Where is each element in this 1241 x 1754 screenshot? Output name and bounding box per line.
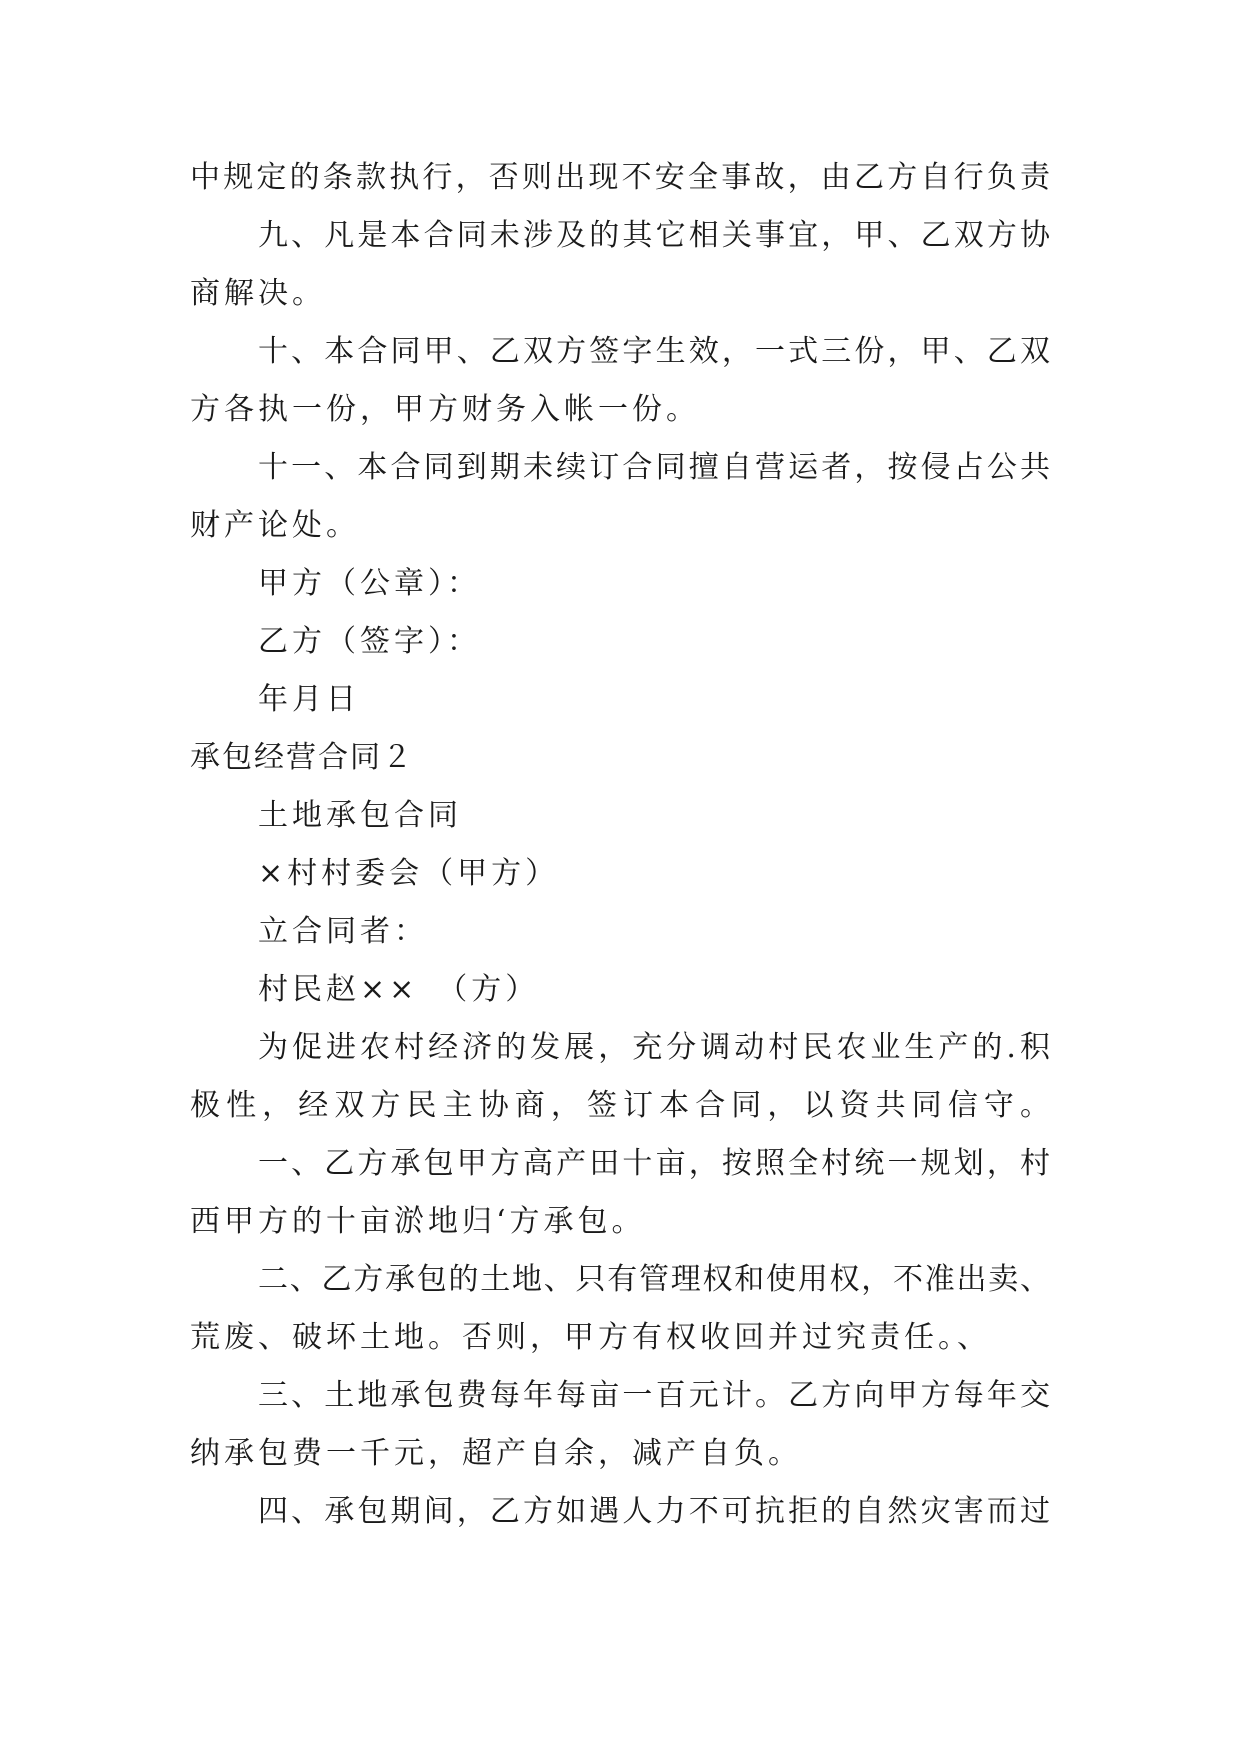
text-line: 荒废、破坏土地。否则，甲方有权收回并过究责任。、	[190, 1320, 991, 1355]
section-title: 承包经营合同２	[190, 740, 414, 775]
text-line: 纳承包费一千元，超产自余，减产自负。	[190, 1436, 802, 1471]
signature-party-b: 乙方（签字）：	[258, 624, 481, 659]
text-line: 中规定的条款执行，否则出现不安全事故，由乙方自行负责	[190, 160, 1050, 195]
text-line: 一、乙方承包甲方高产田十亩，按照全村统一规划，村	[258, 1146, 1050, 1181]
text-line: 西甲方的十亩淤地归‘方承包。	[190, 1204, 646, 1239]
text-line: 二、乙方承包的土地、只有管理权和使用权，不准出卖、	[258, 1262, 1050, 1297]
signature-party-a: 甲方（公章）：	[258, 566, 481, 601]
text-line: 十一、本合同到期未续订合同擅自营运者，按侵占公共	[258, 450, 1050, 485]
text-line: 九、凡是本合同未涉及的其它相关事宜，甲、乙双方协	[258, 218, 1050, 253]
text-line: 三、土地承包费每年每亩一百元计。乙方向甲方每年交	[258, 1378, 1050, 1413]
text-line: 十、本合同甲、乙双方签字生效，一式三份，甲、乙双	[258, 334, 1050, 369]
party-b-name: 村民赵×× （方）	[258, 972, 540, 1007]
text-line: 方各执一份，甲方财务入帐一份。	[190, 392, 700, 427]
party-a-name: ×村村委会（甲方）	[258, 856, 560, 891]
text-line: 为促进农村经济的发展，充分调动村民农业生产的.积	[258, 1030, 1050, 1065]
text-line: 商解决。	[190, 276, 326, 311]
text-line: 极性，经双方民主协商，签订本合同，以资共同信守。	[190, 1088, 1050, 1123]
parties-label: 立合同者：	[258, 914, 428, 949]
date-line: 年月日	[258, 682, 360, 717]
contract-title: 土地承包合同	[258, 798, 462, 833]
text-line: 财产论处。	[190, 508, 360, 543]
text-line: 四、承包期间，乙方如遇人力不可抗拒的自然灾害而过	[258, 1494, 1050, 1529]
